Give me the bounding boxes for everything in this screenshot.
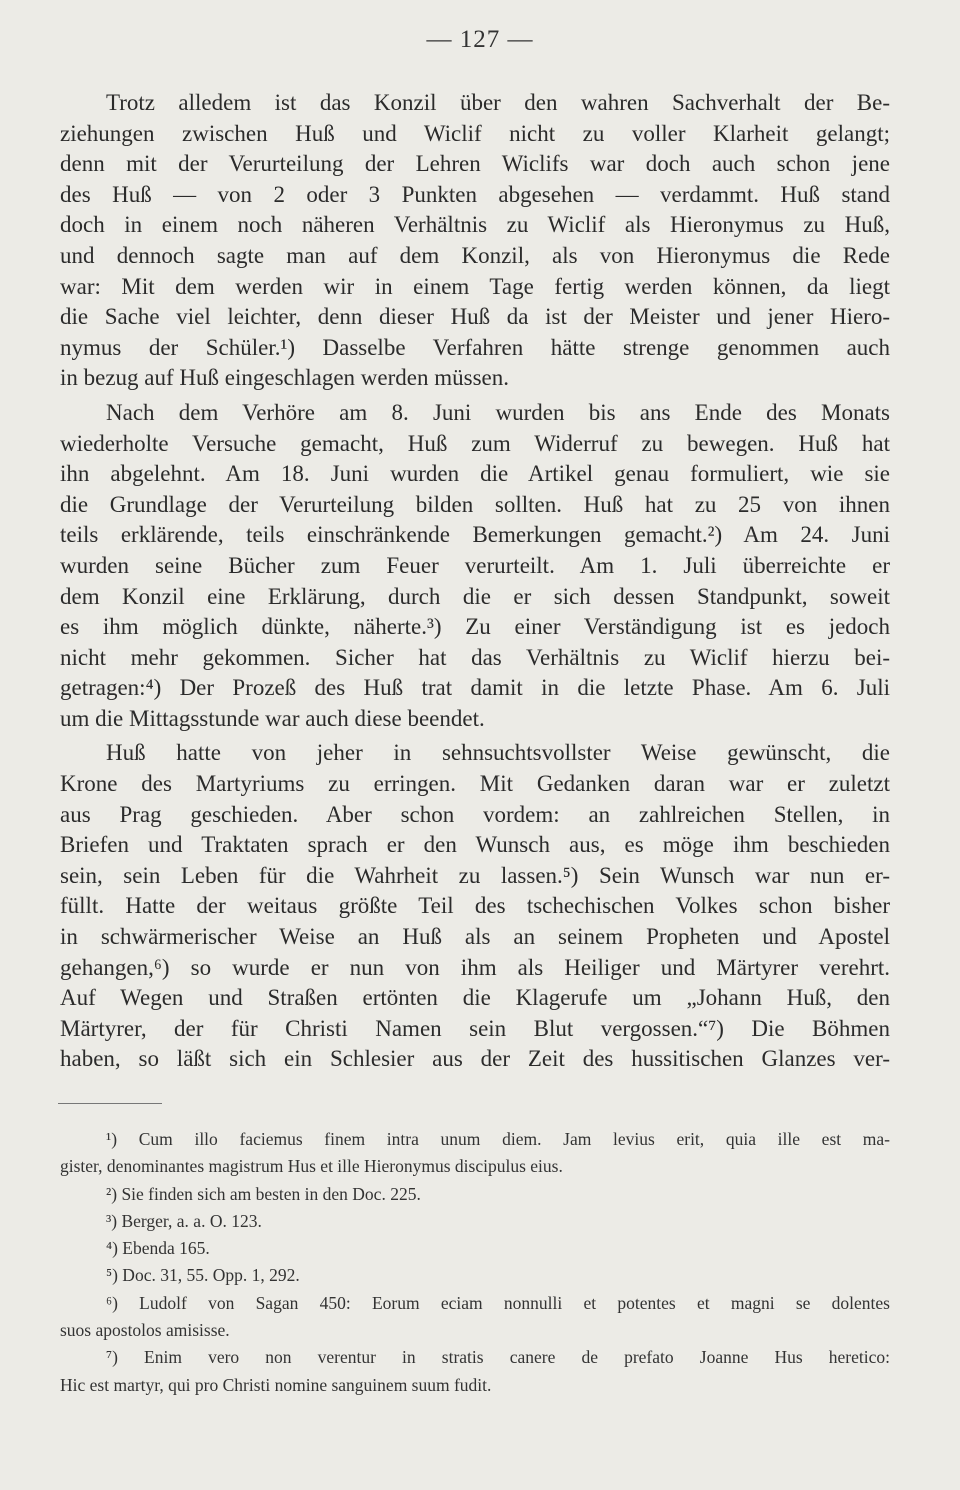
text-line: nicht mehr gekommen. Sicher hat das Verhältnis zu Wiclif hierzu bei- <box>60 644 890 670</box>
text-line: die Grundlage der Verurteilung bilden sollten. Huß hat zu 25 von ihnen <box>60 491 890 517</box>
text-line: Märtyrer, der für Christi Namen sein Blut vergossen.“⁷) Die Böhmen <box>60 1015 890 1041</box>
footnote-6-line: ⁶) Ludolf von Sagan 450: Eorum eciam nonnulli et potentes et magni se dolentes <box>106 1292 890 1313</box>
text-line: haben, so läßt sich ein Schlesier aus der Zeit des hussitischen Glanzes ver- <box>60 1046 890 1072</box>
text-line: des Huß — von 2 oder 3 Punkten abgesehen — verdammt. Huß stand <box>60 181 890 207</box>
text-line: Krone des Martyriums zu erringen. Mit Gedanken daran war er zuletzt <box>60 771 890 797</box>
text-line: in bezug auf Huß eingeschlagen werden müssen. <box>60 365 509 391</box>
text-line: und dennoch sagte man auf dem Konzil, als von Hieronymus die Rede <box>60 242 890 268</box>
paragraph-1 <box>60 88 890 394</box>
paragraph-2 <box>60 398 890 735</box>
text-line: ziehungen zwischen Huß und Wiclif nicht zu voller Klarheit gelangt; <box>60 120 890 146</box>
footnote-2: ²) Sie finden sich am besten in den Doc. 225. <box>106 1183 421 1204</box>
footnote-4: ⁴) Ebenda 165. <box>106 1238 210 1259</box>
footnote-3: ³) Berger, a. a. O. 123. <box>106 1210 262 1231</box>
text-line: wiederholte Versuche gemacht, Huß zum Widerruf zu bewegen. Huß hat <box>60 430 890 456</box>
text-line: in schwärmerischer Weise an Huß als an seinem Propheten und Apostel <box>60 924 890 950</box>
text-line: gehangen,⁶) so wurde er nun von ihm als Heiliger und Märtyrer verehrt. <box>60 954 890 980</box>
text-line: doch in einem noch näheren Verhältnis zu Wiclif als Hieronymus zu Huß, <box>60 212 890 238</box>
text-line: es ihm möglich dünkte, näherte.³) Zu einer Verständigung ist es jedoch <box>60 614 890 640</box>
text-line: dem Konzil eine Erklärung, durch die er sich dessen Standpunkt, soweit <box>60 583 890 609</box>
text-line: Trotz alledem ist das Konzil über den wahren Sachverhalt der Be- <box>106 90 890 115</box>
text-line: war: Mit dem werden wir in einem Tage fertig werden können, da liegt <box>60 273 890 299</box>
text-line: Huß hatte von jeher in sehnsuchtsvollster Weise gewünscht, die <box>106 740 890 766</box>
footnote-7-line: ⁷) Enim vero non verentur in stratis canere de prefato Joanne Hus heretico: <box>106 1347 890 1368</box>
text-line: teils erklärende, teils einschränkende Bemerkungen gemacht.²) Am 24. Juni <box>60 522 890 548</box>
text-line: nymus der Schüler.¹) Dasselbe Verfahren hätte strenge genommen auch <box>60 334 890 360</box>
text-line: denn mit der Verurteilung der Lehren Wiclifs war doch auch schon jene <box>60 151 890 177</box>
text-line: wurden seine Bücher zum Feuer verurteilt. Am 1. Juli überreichte er <box>60 552 890 578</box>
text-line: ihn abgelehnt. Am 18. Juni wurden die Artikel genau formuliert, wie sie <box>60 461 890 487</box>
footnote-1-line: gister, denominantes magistrum Hus et ille Hieronymus discipulus eius. <box>60 1156 563 1177</box>
text-line: die Sache viel leichter, denn dieser Huß da ist der Meister und jener Hiero- <box>60 304 890 330</box>
text-line: Auf Wegen und Straßen ertönten die Klagerufe um „Johann Huß, den <box>60 985 890 1011</box>
text-line: Briefen und Traktaten sprach er den Wunsch aus, es möge ihm beschieden <box>60 832 890 858</box>
footnotes <box>60 1126 890 1399</box>
body-text <box>60 88 890 1079</box>
text-line: getragen:⁴) Der Prozeß des Huß trat damit in die letzte Phase. Am 6. Juli <box>60 675 890 701</box>
text-line: Nach dem Verhöre am 8. Juni wurden bis ans Ende des Monats <box>106 399 890 425</box>
page-number: — 127 — <box>426 26 534 53</box>
paragraph-3 <box>60 738 890 1075</box>
footnote-divider <box>58 1103 162 1104</box>
text-line: um die Mittagsstunde war auch diese beendet. <box>60 705 485 731</box>
footnote-7-line: Hic est martyr, qui pro Christi nomine sanguinem suum fudit. <box>60 1374 492 1395</box>
footnote-1-line: ¹) Cum illo faciemus finem intra unum diem. Jam levius erit, quia ille est ma- <box>106 1129 890 1149</box>
text-line: aus Prag geschieden. Aber schon vordem: an zahlreichen Stellen, in <box>60 801 890 827</box>
text-line: füllt. Hatte der weitaus größte Teil des tschechischen Volkes schon bisher <box>60 893 890 919</box>
footnote-5: ⁵) Doc. 31, 55. Opp. 1, 292. <box>106 1265 300 1286</box>
footnote-6-line: suos apostolos amisisse. <box>60 1320 230 1341</box>
text-line: sein, sein Leben für die Wahrheit zu lassen.⁵) Sein Wunsch war nun er- <box>60 862 890 888</box>
